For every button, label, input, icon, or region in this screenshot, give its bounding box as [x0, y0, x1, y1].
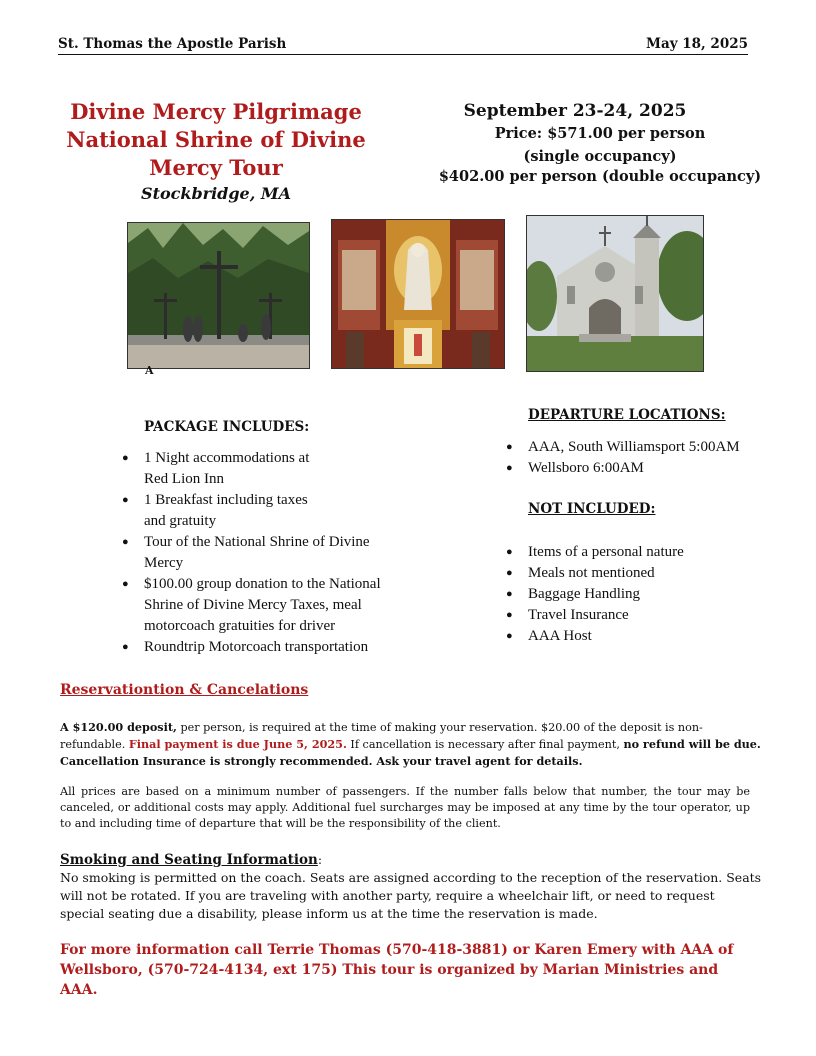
- header-date: May 18, 2025: [646, 36, 748, 52]
- smoking-text: No smoking is permitted on the coach. Seats are assigned according to the reception of the reservation. Seats will not be rotated. If you are traveling with another party, require a wheelchair lift, or need to request special seating due a disability, please inform us at the time the reservation is made.: [60, 870, 762, 921]
- reservation-terms: A $120.00 deposit, per person, is required at the time of making your reservation. $20.00 of the deposit is non-refundable. Final payment is due June 5, 2025. If cancellation is necessary after final payment, no refund will be due. Cancellation Insurance is strongly recommended. Ask your travel agent for details.: [60, 720, 761, 768]
- parish-name: St. Thomas the Apostle Parish: [58, 36, 287, 52]
- list-item: ● Tour of the National Shrine of Divine Mercy: [122, 534, 370, 571]
- church-photo: [526, 215, 704, 372]
- list-item: ● AAA, South Williamsport 5:00AM: [506, 439, 740, 455]
- price-single: Price: $571.00 per person: [494, 125, 706, 142]
- list-item: ● Wellsboro 6:00AM: [506, 460, 644, 476]
- calvary-photo: [127, 222, 310, 369]
- photo-caption: A: [145, 364, 154, 377]
- departure-list: [506, 437, 786, 479]
- list-item: ● AAA Host: [506, 628, 592, 644]
- list-item: ● $100.00 group donation to the National Shrine of Divine Mercy Taxes, meal motorcoach gratuities for driver: [122, 576, 381, 634]
- tour-location: Stockbridge, MA: [141, 184, 291, 203]
- list-item: ● Travel Insurance: [506, 607, 629, 623]
- price-double: $402.00 per person (double occupancy): [438, 168, 762, 185]
- list-item: ● 1 Breakfast including taxes and gratuity: [122, 492, 308, 529]
- package-list: [122, 448, 422, 658]
- reservation-heading: Reservationtion & Cancelations: [60, 682, 309, 698]
- list-item: ● Roundtrip Motorcoach transportation: [122, 639, 369, 655]
- title-line: Mercy Tour: [149, 155, 283, 180]
- not-included-list: [506, 542, 786, 647]
- not-included-heading: NOT INCLUDED:: [528, 501, 656, 517]
- list-item: ● Meals not mentioned: [506, 565, 655, 581]
- list-item: ● Baggage Handling: [506, 586, 641, 602]
- list-item: ● Items of a personal nature: [506, 544, 684, 560]
- list-item: ● 1 Night accommodations at Red Lion Inn: [122, 450, 310, 487]
- smoking-heading: Smoking and Seating Information:: [60, 852, 323, 868]
- shrine-altar-photo: [331, 219, 505, 369]
- departure-heading: DEPARTURE LOCATIONS:: [528, 407, 726, 423]
- tour-title: [62, 98, 370, 182]
- tour-dates: September 23-24, 2025: [463, 101, 687, 121]
- contact-info: For more information call Terrie Thomas (570-418-3881) or Karen Emery with AAA of Wellsboro, (570-724-4134, ext 175) This tour is organized by Marian Ministries and AAA.: [60, 942, 734, 998]
- title-line: National Shrine of Divine: [66, 127, 366, 152]
- title-line: Divine Mercy Pilgrimage: [70, 99, 362, 124]
- single-occupancy: (single occupancy): [523, 148, 677, 165]
- pricing-policy: All prices are based on a minimum number of passengers. If the number falls below that number, the tour may be canceled, or additional costs may apply. Additional fuel surcharges may be imposed at any time by the tour operator, up to and including time of departure that will be the responsibility of the client.: [60, 785, 750, 830]
- page-header: [58, 36, 748, 55]
- package-heading: PACKAGE INCLUDES:: [144, 419, 310, 435]
